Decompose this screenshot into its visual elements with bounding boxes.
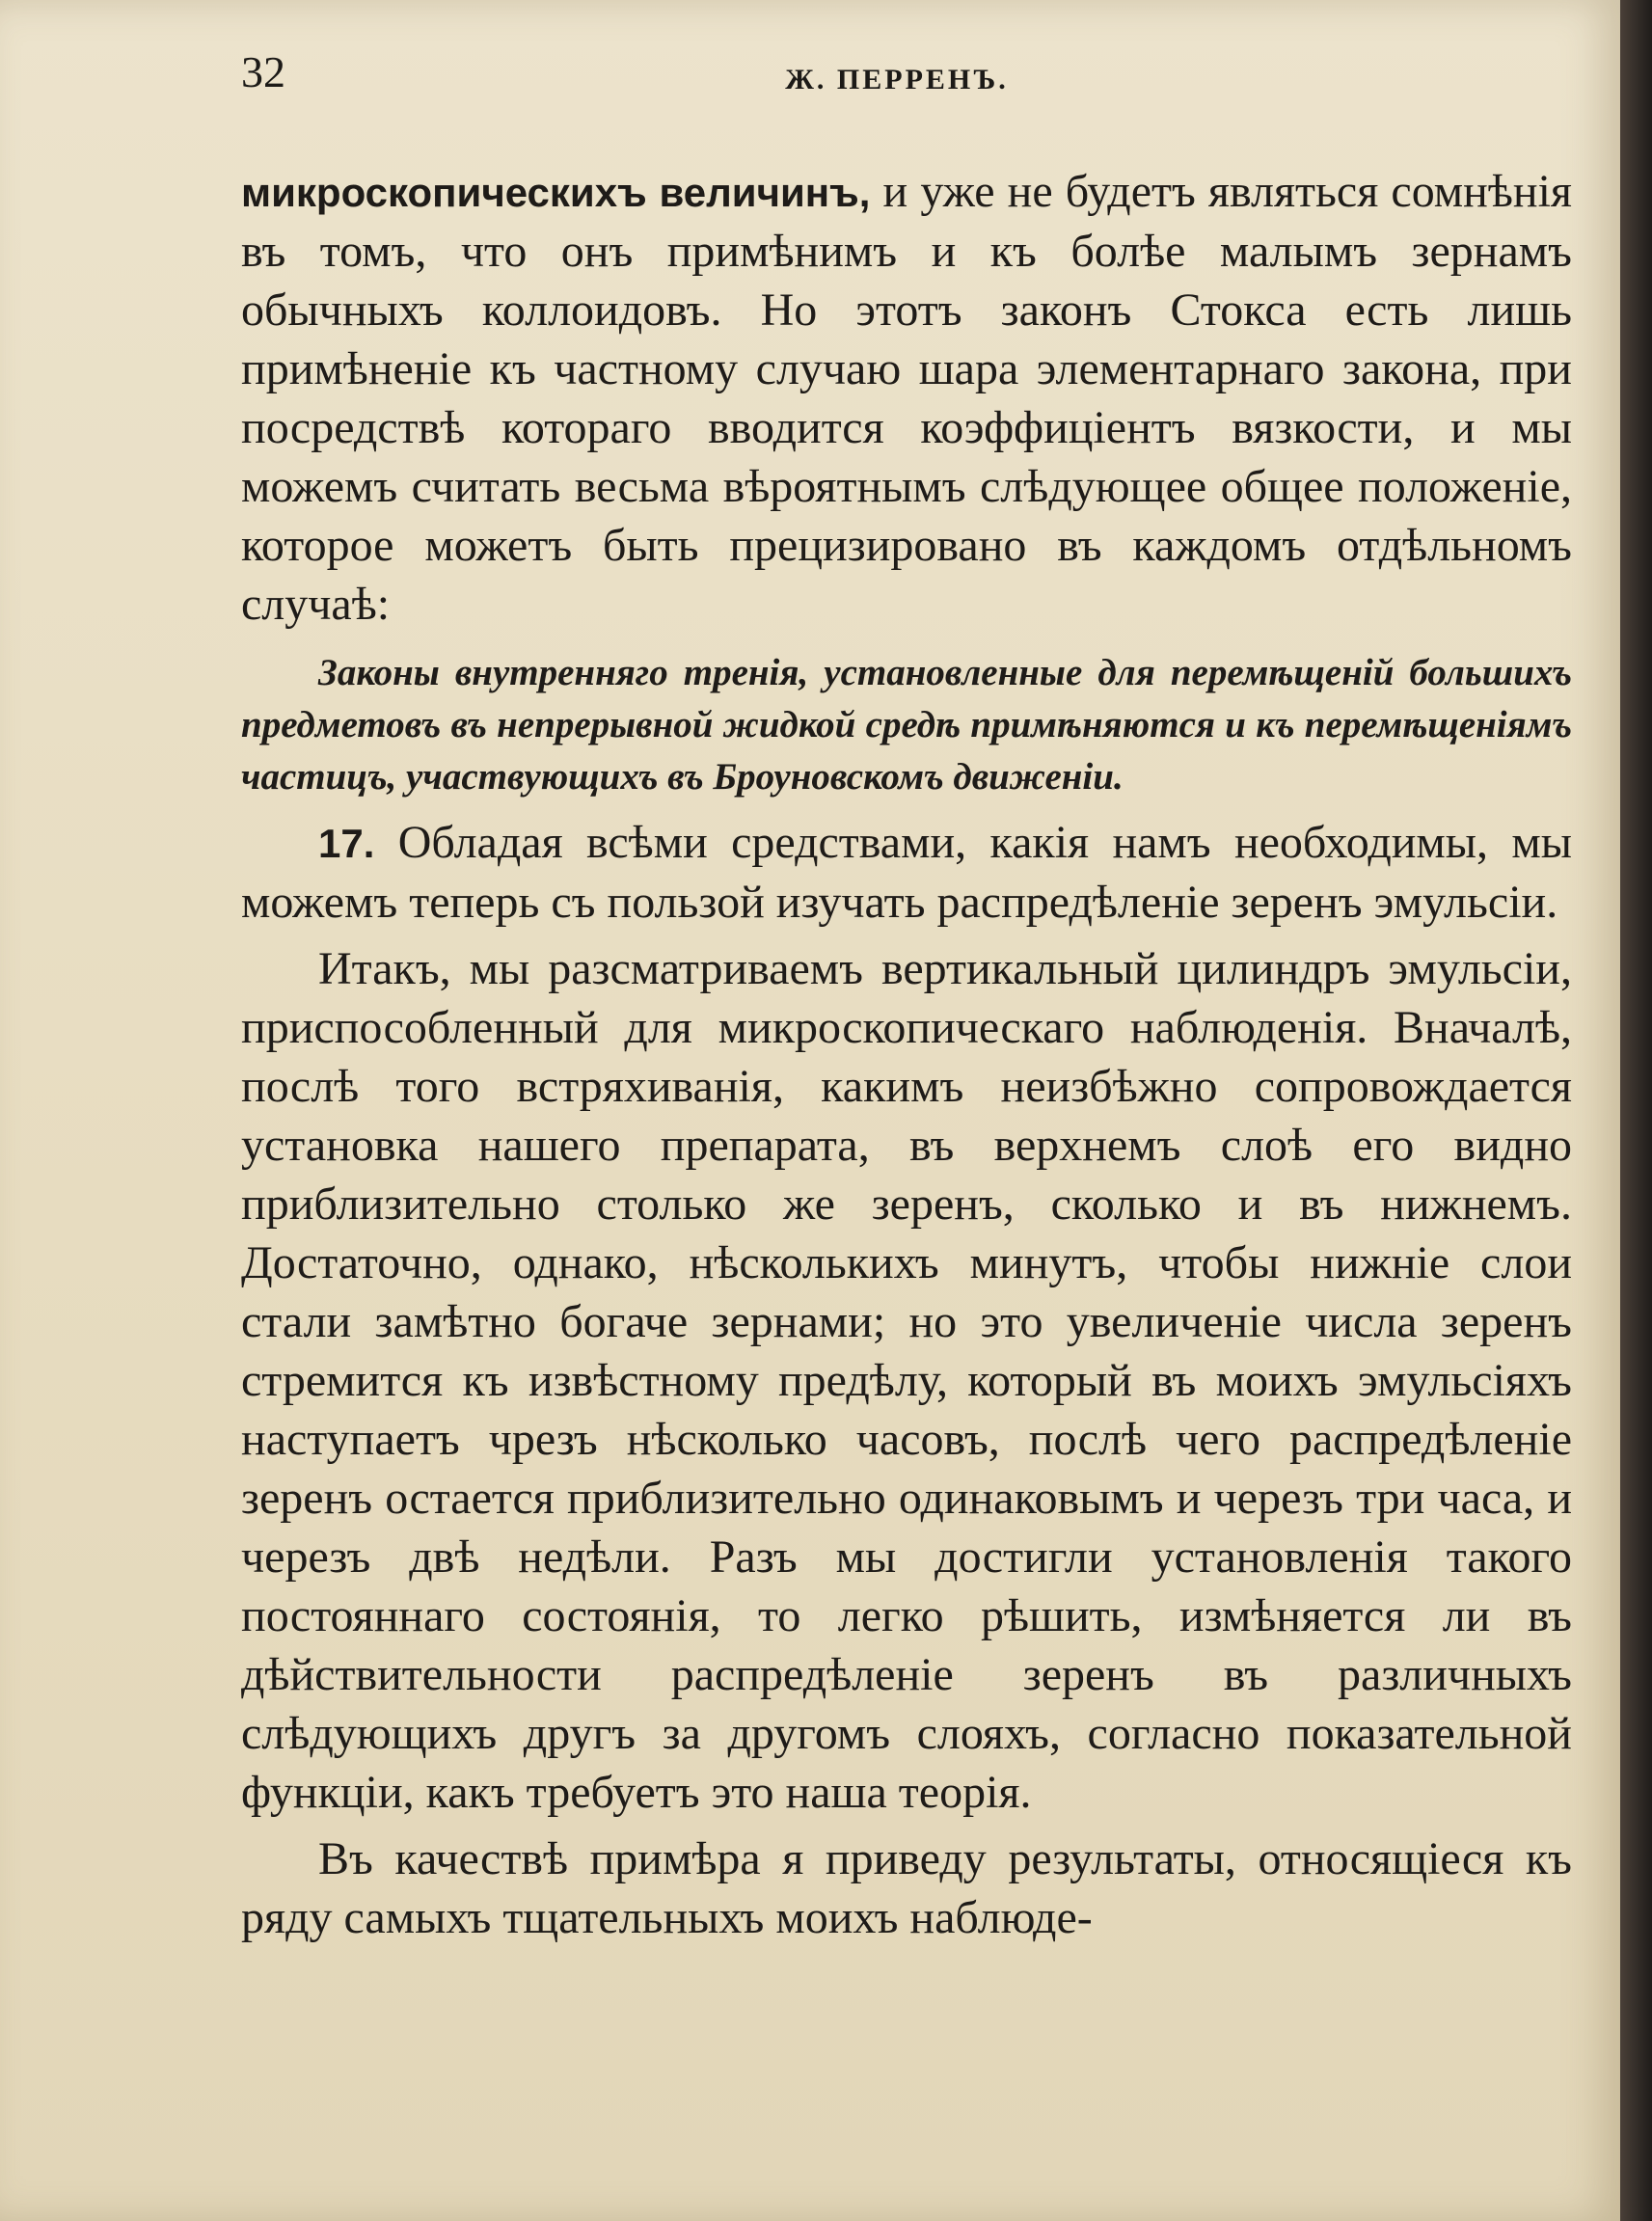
- page-number: 32: [241, 47, 285, 96]
- paragraph-1: [241, 162, 1572, 634]
- paragraph-2: [241, 813, 1572, 932]
- body-text: [241, 162, 1572, 1947]
- paragraph-2-text: Обладая всѣми средствами, какія намъ необходимы, мы можемъ теперь съ пользой изучать распредѣленіе зеренъ эмульсіи.: [241, 817, 1572, 928]
- paragraph-1-text: и уже не будетъ являться сомнѣнія въ томъ, что онъ примѣнимъ и къ болѣе малымъ зернамъ обычныхъ коллоидовъ. Но этотъ законъ Стокса есть лишь примѣненіе къ частному случаю шара элементарнаго закона, при посредствѣ котораго вводится коэффиціентъ вязкости, и мы можемъ считать весьма вѣроятнымъ слѣдующее общее положеніе, которое можетъ быть прецизировано въ каждомъ отдѣльномъ случаѣ:: [241, 166, 1572, 630]
- running-head: Ж. ПЕРРЕНЪ.: [785, 64, 1009, 95]
- bold-term: микроскопическихъ величинъ,: [241, 170, 871, 215]
- paragraph-4: Въ качествѣ примѣра я приведу результаты, относящіеся къ ряду самыхъ тщательныхъ моихъ наблюде-: [241, 1833, 1572, 1943]
- page-edge-shadow: [1620, 0, 1652, 2221]
- page-header: [231, 46, 1562, 114]
- italic-statement: Законы внутренняго тренія, установленные для перемѣщеній большихъ предметовъ въ непрерывной жидкой средѣ примѣняются и къ перемѣщеніямъ частицъ, участвующихъ въ Броуновскомъ движеніи.: [241, 652, 1572, 798]
- section-number: 17.: [318, 821, 375, 866]
- paragraph-3: Итакъ, мы разсматриваемъ вертикальный цилиндръ эмульсіи, приспособленный для микроскопическаго наблюденія. Вначалѣ, послѣ того встряхиванія, какимъ неизбѣжно сопровождается установка нашего препарата, въ верхнемъ слоѣ его видно приблизительно столько же зеренъ, сколько и въ нижнемъ. Достаточно, однако, нѣсколькихъ минутъ, чтобы нижніе слои стали замѣтно богаче зернами; но это увеличеніе числа зеренъ стремится къ извѣстному предѣлу, который въ моихъ эмульсіяхъ наступаетъ чрезъ нѣсколько часовъ, послѣ чего распредѣленіе зеренъ остается приблизительно одинаковымъ и черезъ три часа, и черезъ двѣ недѣли. Разъ мы достигли установленія такого постояннаго состоянія, то легко рѣшить, измѣняется ли въ дѣйствительности распредѣленіе зеренъ въ различныхъ слѣдующихъ другъ за другомъ слояхъ, согласно показательной функціи, какъ требуетъ это наша теорія.: [241, 943, 1572, 1818]
